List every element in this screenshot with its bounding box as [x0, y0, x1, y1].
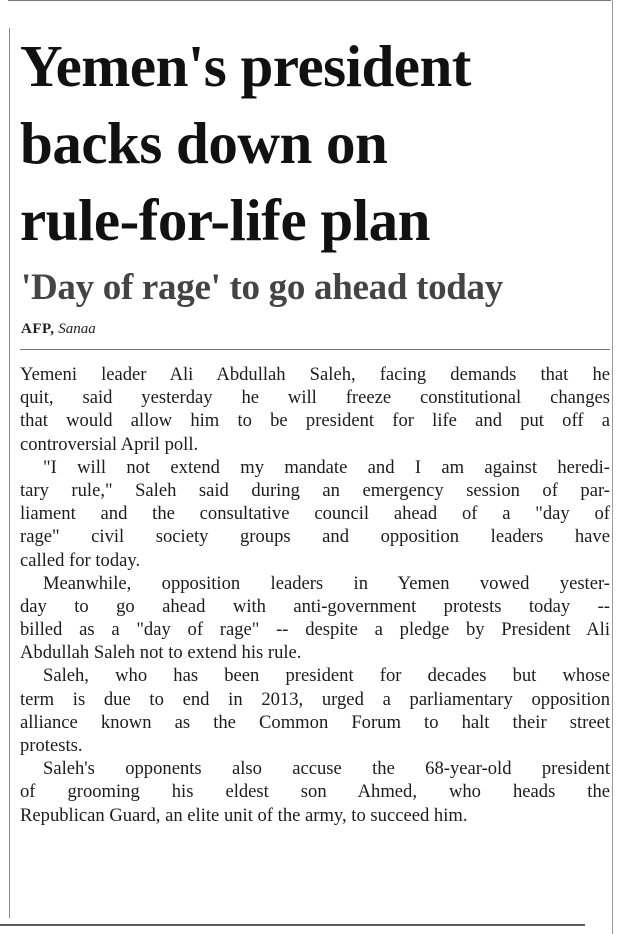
body-line: that would allow him to be president for life and put off a: [20, 410, 610, 432]
byline-agency: AFP,: [21, 321, 55, 337]
byline: [21, 320, 96, 338]
byline-city: Sanaa: [58, 321, 96, 337]
body-line: Republican Guard, an elite unit of the army, to succeed him.: [20, 804, 468, 826]
headline-line: rule-for-life plan: [20, 187, 430, 253]
headline-line: Yemen's president: [20, 33, 471, 99]
body-line: alliance known as the Common Forum to halt their street: [20, 711, 610, 733]
body-line: Abdullah Saleh not to extend his rule.: [20, 642, 302, 664]
body-line: Yemeni leader Ali Abdullah Saleh, facing demands that he: [20, 364, 610, 385]
body-line: called for today.: [20, 549, 141, 571]
top-border-rule: [8, 0, 611, 1]
body-line: controversial April poll.: [20, 433, 199, 455]
body-line: rage" civil society groups and opposition leaders have: [20, 526, 610, 548]
body-line: liament and the consultative council ahead of a "day of: [20, 503, 610, 525]
headline-line: backs down on: [20, 110, 388, 176]
article-body: [20, 363, 610, 827]
body-line: billed as a "day of rage" -- despite a pledge by President Ali: [20, 619, 610, 641]
headline: [20, 28, 612, 259]
body-line: tary rule," Saleh said during an emergency session of par-: [20, 479, 610, 501]
body-line: term is due to end in 2013, urged a parliamentary opposition: [20, 688, 610, 710]
body-line: protests.: [20, 735, 83, 756]
body-line: day to go ahead with anti-government protests today --: [20, 595, 610, 617]
subheadline: 'Day of rage' to go ahead today: [21, 267, 503, 308]
body-line: Meanwhile, opposition leaders in Yemen vowed yester-: [43, 572, 610, 594]
bottom-border-rule: [0, 924, 585, 926]
byline-divider: [20, 349, 610, 350]
right-column-rule: [612, 0, 613, 934]
body-line: of grooming his eldest son Ahmed, who heads the: [20, 781, 610, 803]
body-line: quit, said yesterday he will freeze constitutional changes: [20, 387, 610, 409]
body-line: "I will not extend my mandate and I am against heredi-: [43, 456, 610, 478]
left-column-rule: [9, 28, 10, 918]
body-line: Saleh's opponents also accuse the 68-year-old president: [43, 758, 610, 780]
body-line: Saleh, who has been president for decades but whose: [43, 665, 610, 687]
